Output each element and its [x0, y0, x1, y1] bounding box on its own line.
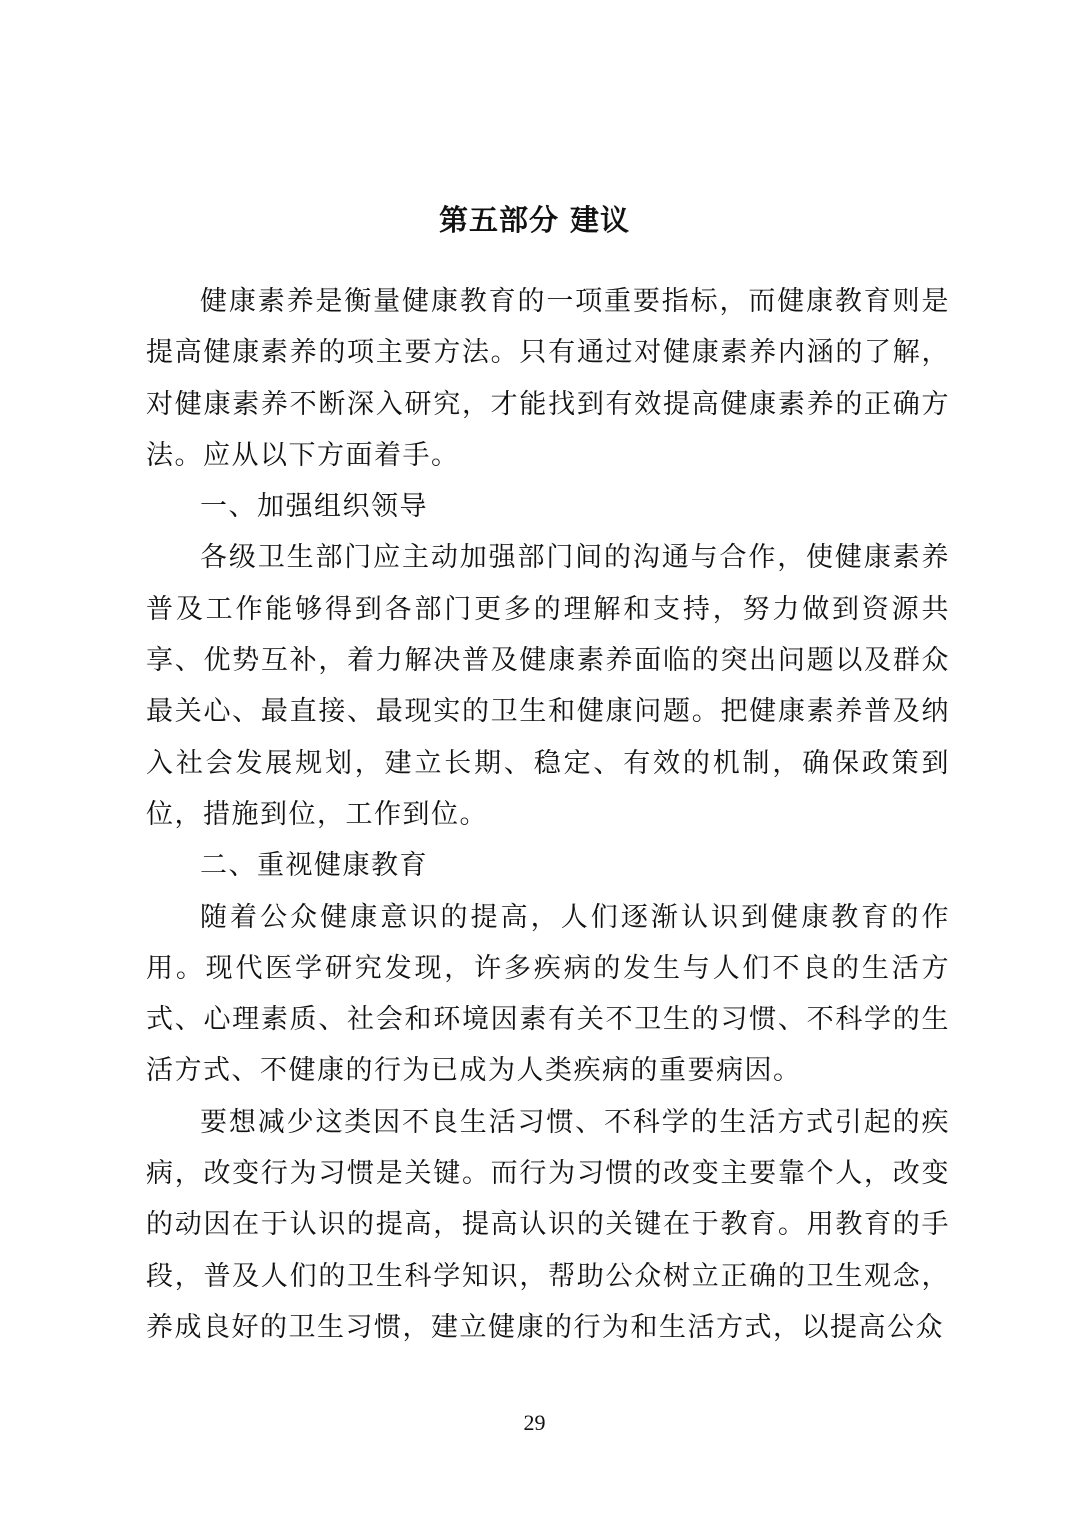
paragraph-organization: 各级卫生部门应主动加强部门间的沟通与合作，使健康素养普及工作能够得到各部门更多的理解和支持，努力做到资源共享、优势互补，着力解决普及健康素养面临的突出问题以及群众最关心、最直接、最现实的卫生和健康问题。把健康素养普及纳入社会发展规划，建立长期、稳定、有效的机制，确保政策到位，措施到位，工作到位。	[146, 542, 950, 830]
page-number: 29	[523, 1410, 546, 1435]
section-heading-1: 一、加强组织领导	[200, 491, 428, 523]
section-heading-2: 二、重视健康教育	[200, 850, 428, 882]
intro-paragraph: 健康素养是衡量健康教育的一项重要指标，而健康教育则是提高健康素养的项主要方法。只有通过对健康素养内涵的了解，对健康素养不断深入研究，才能找到有效提高健康素养的正确方法。应从以下方面着手。	[146, 286, 950, 471]
section-title: 第五部分 建议	[438, 203, 631, 237]
paragraph-habits: 要想减少这类因不良生活习惯、不科学的生活方式引起的疾病，改变行为习惯是关键。而行为习惯的改变主要靠个人，改变的动因在于认识的提高，提高认识的关键在于教育。用教育的手段，普及人们的卫生科学知识，帮助公众树立正确的卫生观念，养成良好的卫生习惯，建立健康的行为和生活方式，以提高公众	[146, 1106, 950, 1343]
paragraph-health-education: 随着公众健康意识的提高，人们逐渐认识到健康教育的作用。现代医学研究发现，许多疾病的发生与人们不良的生活方式、心理素质、社会和环境因素有关不卫生的习惯、不科学的生活方式、不健康的行为已成为人类疾病的重要病因。	[146, 901, 950, 1087]
body-text	[146, 276, 950, 1353]
